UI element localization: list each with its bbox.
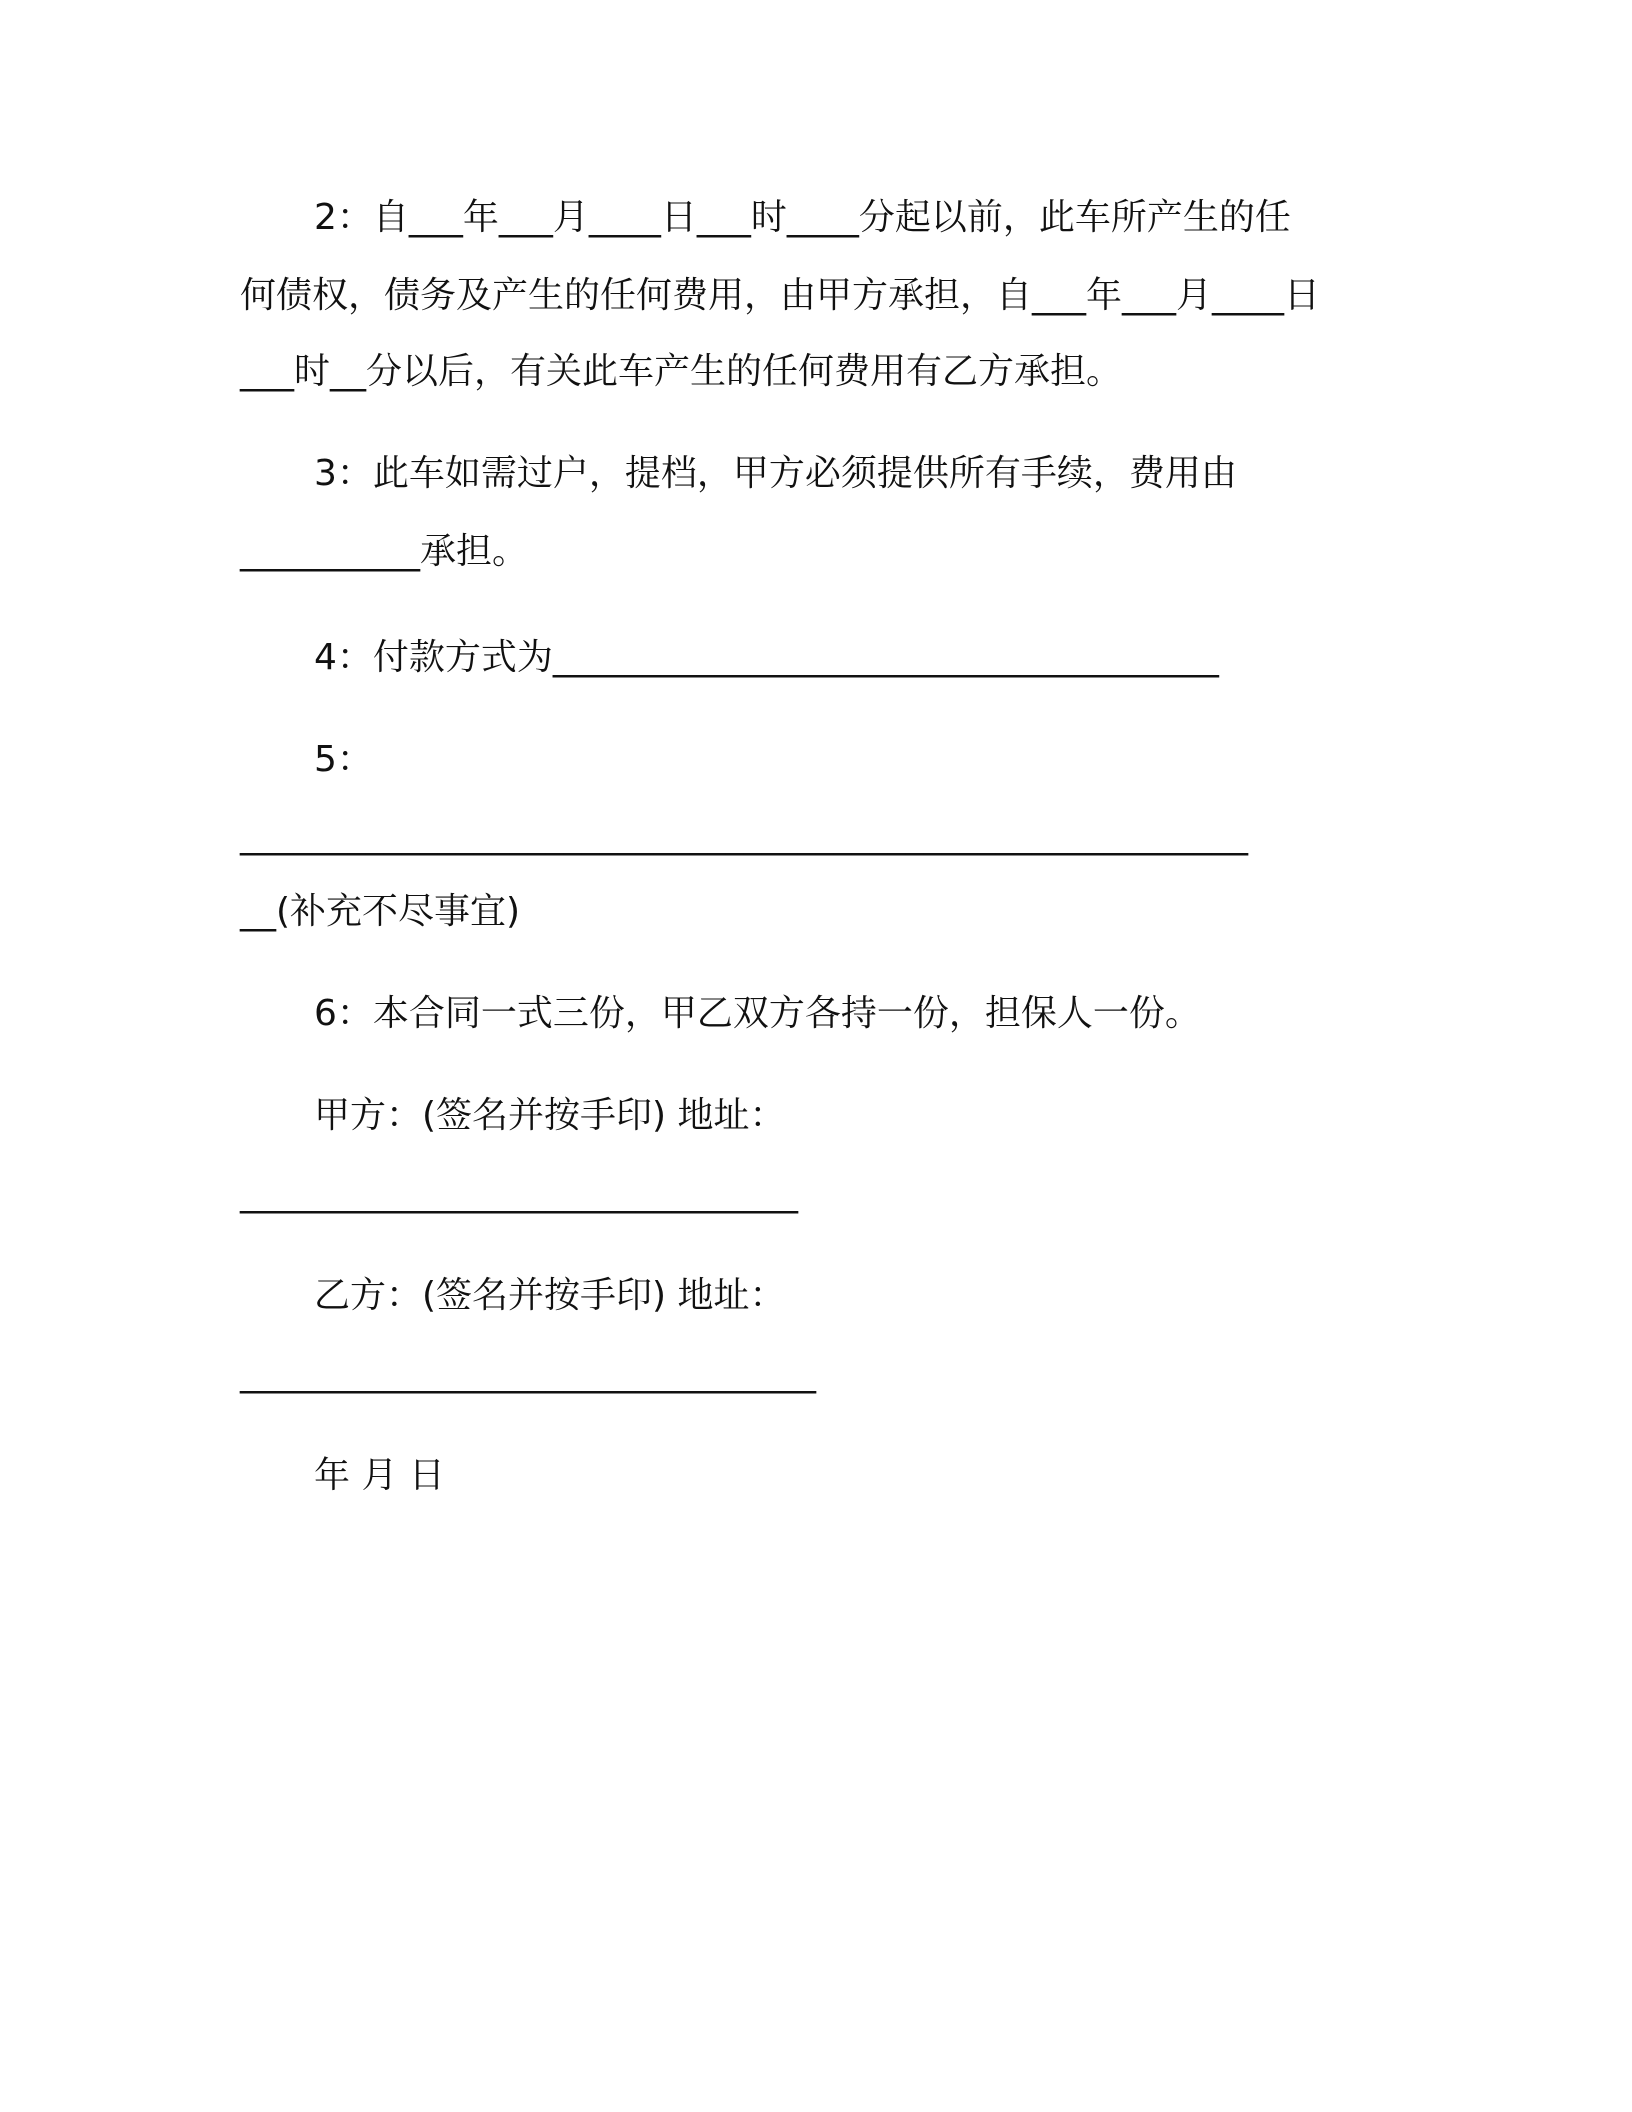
clause-5-line-2: ________________________________________________________ xyxy=(240,815,1248,856)
date-label: 年 月 日 xyxy=(314,1455,445,1496)
party-a-label: 甲方：(签名并按手印) 地址： xyxy=(314,1095,786,1136)
clause-5-line-1: 5： xyxy=(314,739,373,780)
party-a-underline: _______________________________ xyxy=(240,1173,798,1214)
clause-3-line-2: __________承担。 xyxy=(240,531,529,572)
party-b-underline: ________________________________ xyxy=(240,1353,816,1394)
clause-2-line-2: 何债权，债务及产生的任何费用，由甲方承担，自___年___月____日 xyxy=(240,275,1321,316)
clause-2-line-1: 2：自___年___月____日___时____分起以前，此车所产生的任 xyxy=(314,197,1291,238)
party-b-label: 乙方：(签名并按手印) 地址： xyxy=(314,1275,786,1316)
clause-5-line-3: __(补充不尽事宜) xyxy=(240,891,521,932)
clause-2-line-3: ___时__分以后，有关此车产生的任何费用有乙方承担。 xyxy=(240,351,1123,392)
clause-6-line-1: 6：本合同一式三份，甲乙双方各持一份，担保人一份。 xyxy=(314,993,1201,1034)
clause-4-line-1: 4：付款方式为_____________________________________ xyxy=(314,637,1219,678)
clause-3-line-1: 3：此车如需过户，提档，甲方必须提供所有手续，费用由 xyxy=(314,453,1237,494)
